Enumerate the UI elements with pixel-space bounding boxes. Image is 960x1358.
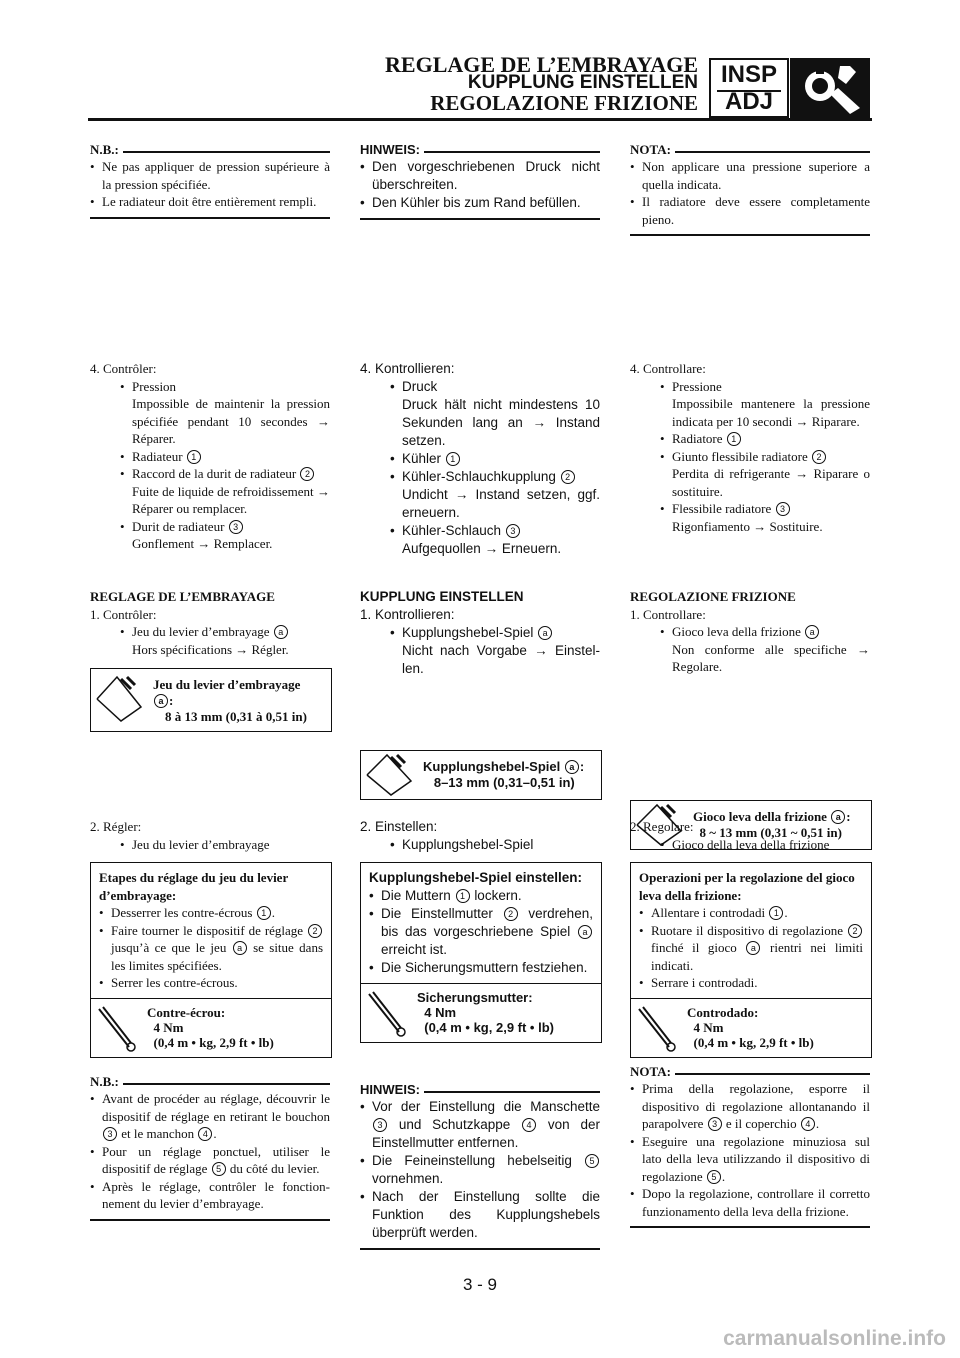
it-note1: NOTA: • Non applicare una pressione superiore a quella indicata. • Il radiatore deve essere completamente pieno.: [630, 142, 870, 236]
torque-wrench-icon: [361, 984, 409, 1042]
fr-step4-item-desc: Fuite de liquide de refroidissement → Réparer ou remplacer.: [132, 483, 330, 516]
badge-bottom-text: ADJ: [724, 88, 773, 115]
fr-proc-box: Etapes du réglage du jeu du levier d’embrayage: • Desserrer les contre-écrous 1 . • Faire tourner le dispositif de réglage 2 jusqu’à ce que le jeu a se situe dans les limites spécifiées. • Serrer les contre-écrous. Contre-écrou: 4 Nm (0,4 m • kg, 2,9 ft • lb): [90, 862, 332, 1058]
de-torque-spec: Sicherungsmutter: 4 Nm (0,4 m • kg, 2,9 ft • lb): [361, 983, 601, 1042]
de-step4: 4. Kontrollieren: • Druck Druck hält nicht mindestens 10 Sekunden lang an → Instand setzen. • Kühler 1 • Kühler-Schlauchkupplung 2 Undicht → Instand setzen, ggf. erneuern. • Kühler-Schlauch 3 Aufgequollen → Erneuern.: [360, 360, 600, 558]
it-clutch-section: REGOLAZIONE FRIZIONE 1. Controllare: • Gioco leva della frizione a Non conforme alle specifiche → Regolare.: [630, 588, 870, 676]
it-torque-spec: Controdado: 4 Nm (0,4 m • kg, 2,9 ft • lb): [631, 998, 871, 1057]
caliper-icon: [361, 751, 417, 799]
header-title-it: REGOLAZIONE FRIZIONE: [430, 91, 698, 115]
it-note2: NOTA: • Prima della regolazione, esporre il dispositivo di regolazione allontanando il parapolvere 3 e il coperchio 4 . • Eseguire una regolazione minuziosa sul lato della leva utilizzando il dispositivo di regolazione 5 . • Dopo la regolazione, controllare il corretto funzionamento della leva della frizione.: [630, 1064, 870, 1228]
watermark: carmanualsonline.info: [723, 1327, 946, 1350]
fr-spec-label: Jeu du levier d’embrayage: [153, 677, 301, 692]
fr-check-item: • Jeu du levier d’embrayage a: [90, 623, 330, 641]
torque-wrench-icon: [91, 999, 139, 1057]
fr-torque-label: Contre-écrou:: [147, 1004, 226, 1020]
page-number: 3 - 9: [462, 1275, 498, 1294]
badge-top-text: INSP: [720, 61, 777, 88]
fr-spec-box: Jeu du levier d’embrayage a : 8 à 13 mm (0,31 à 0,51 in): [90, 668, 332, 732]
header-title-fr: REGLAGE DE L’EMBRAYAGE: [385, 52, 698, 77]
fr-step4: [90, 360, 330, 553]
fr-note2: N.B.: • Avant de procéder au réglage, découvrir le dispositif de réglage en retirant le bouchon 3 et le manchon 4 . • Pour un réglage ponctuel, utiliser le dispositif de réglage 5 du côté du levier. • Après le réglage, contrôler le fonctionnement du levier d’embrayage.: [90, 1074, 330, 1221]
fr-step4-item-desc: Gonflement → Remplacer.: [132, 536, 273, 551]
header-title-de: KUPPLUNG EINSTELLEN: [467, 72, 698, 93]
de-adjust: 2. Einstellen: • Kupplungshebel-Spiel: [360, 818, 600, 854]
header-rule: [88, 118, 872, 121]
fr-clutch-section: [90, 588, 330, 658]
fr-note1: [90, 142, 330, 219]
it-adjust: 2. Regolare: • Gioco della leva della frizione: [630, 818, 870, 853]
fr-check-desc: Hors spécifications → Régler.: [132, 641, 289, 657]
it-step4: 4. Controllare: • Pressione Impossibile mantenere la pressione indicata per 10 secondi → Riparare. • Radiatore 1 • Giunto flessibile radiatore 2 Perdita di refrigerante → Riparare o sostituire. • Flessibile radiatore 3 Rigonfiamento → Sostituire.: [630, 360, 870, 535]
fr-step4-item: • Durit de radiateur 3: [90, 518, 330, 536]
fr-adjust: [90, 818, 330, 853]
fr-step4-item: • Raccord de la durit de radiateur 2: [90, 465, 330, 483]
fr-torque-spec: Contre-écrou: 4 Nm (0,4 m • kg, 2,9 ft • lb): [91, 998, 331, 1057]
fr-section-title: REGLAGE DE L’EMBRAYAGE: [90, 589, 275, 604]
de-note1: HINWEIS: • Den vorgeschriebenen Druck nicht überschreiten. • Den Kühler bis zum Rand befüllen.: [360, 142, 600, 220]
wrench-screwdriver-icon: [790, 58, 870, 118]
fr-adjust-item: • Jeu du levier d’embrayage: [90, 836, 330, 854]
de-spec-box: Kupplungshebel-Spiel a : 8–13 mm (0,31–0,51 in): [360, 750, 602, 800]
fr-note1-item: • Le radiateur doit être entièrement rempli.: [90, 193, 330, 211]
fr-step4-item: • Radiateur 1: [90, 448, 330, 466]
torque-wrench-icon: [631, 999, 679, 1057]
it-proc-box: Operazioni per la regolazione del gioco leva della frizione: • Allentare i controdadi 1 . • Ruotare il dispositivo di regolazione 2 finché il gioco a rientri nei limiti indicati. • Serrare i controdadi. Controdado: 4 Nm (0,4 m • kg, 2,9 ft • lb): [630, 862, 872, 1058]
fr-proc-title: Etapes du réglage du jeu du levier d’embrayage:: [99, 870, 288, 903]
callout-a: a: [274, 625, 288, 639]
fr-step4-item-name: • Pression: [90, 378, 330, 396]
de-clutch-section: KUPPLUNG EINSTELLEN 1. Kontrollieren: • Kupplungshebel-Spiel a Nicht nach Vorgabe → Einstellen.: [360, 588, 600, 678]
fr-note1-label: N.B.:: [90, 142, 123, 158]
callout-3: 3: [229, 520, 243, 534]
callout-1: 1: [187, 450, 201, 464]
fr-check-title: 1. Contrôler:: [90, 606, 157, 622]
de-proc-box: Kupplungshebel-Spiel einstellen: • Die Muttern 1 lockern. • Die Einstellmutter 2 verdrehen, bis das vorgeschriebene Spiel a erreicht ist. • Die Sicherungsmuttern festziehen. Sicherungsmutter: 4 Nm (0,4 m • kg, 2,9 ft • lb): [360, 862, 602, 1043]
it-spec-box: Gioco leva della frizione a : 8 ~ 13 mm (0,31 ~ 0,51 in): [630, 800, 872, 850]
callout-2: 2: [300, 467, 314, 481]
fr-note1-item: • Ne pas appliquer de pression supérieure à la pression spécifiée.: [90, 158, 330, 193]
caliper-icon: [91, 669, 147, 717]
de-note2: HINWEIS: • Vor der Einstellung die Manschette 3 und Schutzkappe 4 von der Einstellmutter entfernen. • Die Feineinstellung hebelseitig 5 vornehmen. • Nach der Einstellung sollte die Funktion des Kupplungshebels überprüft werden.: [360, 1082, 600, 1250]
insp-adj-badge: [709, 58, 789, 118]
fr-spec-value: 8 à 13 mm (0,31 à 0,51 in): [165, 709, 307, 724]
fr-step4-item-desc: Impossible de maintenir la pression spécifiée pendant 10 secondes → Réparer.: [132, 396, 330, 446]
fr-step4-title: 4. Contrôler:: [90, 361, 157, 376]
fr-adjust-title: 2. Régler:: [90, 819, 142, 834]
